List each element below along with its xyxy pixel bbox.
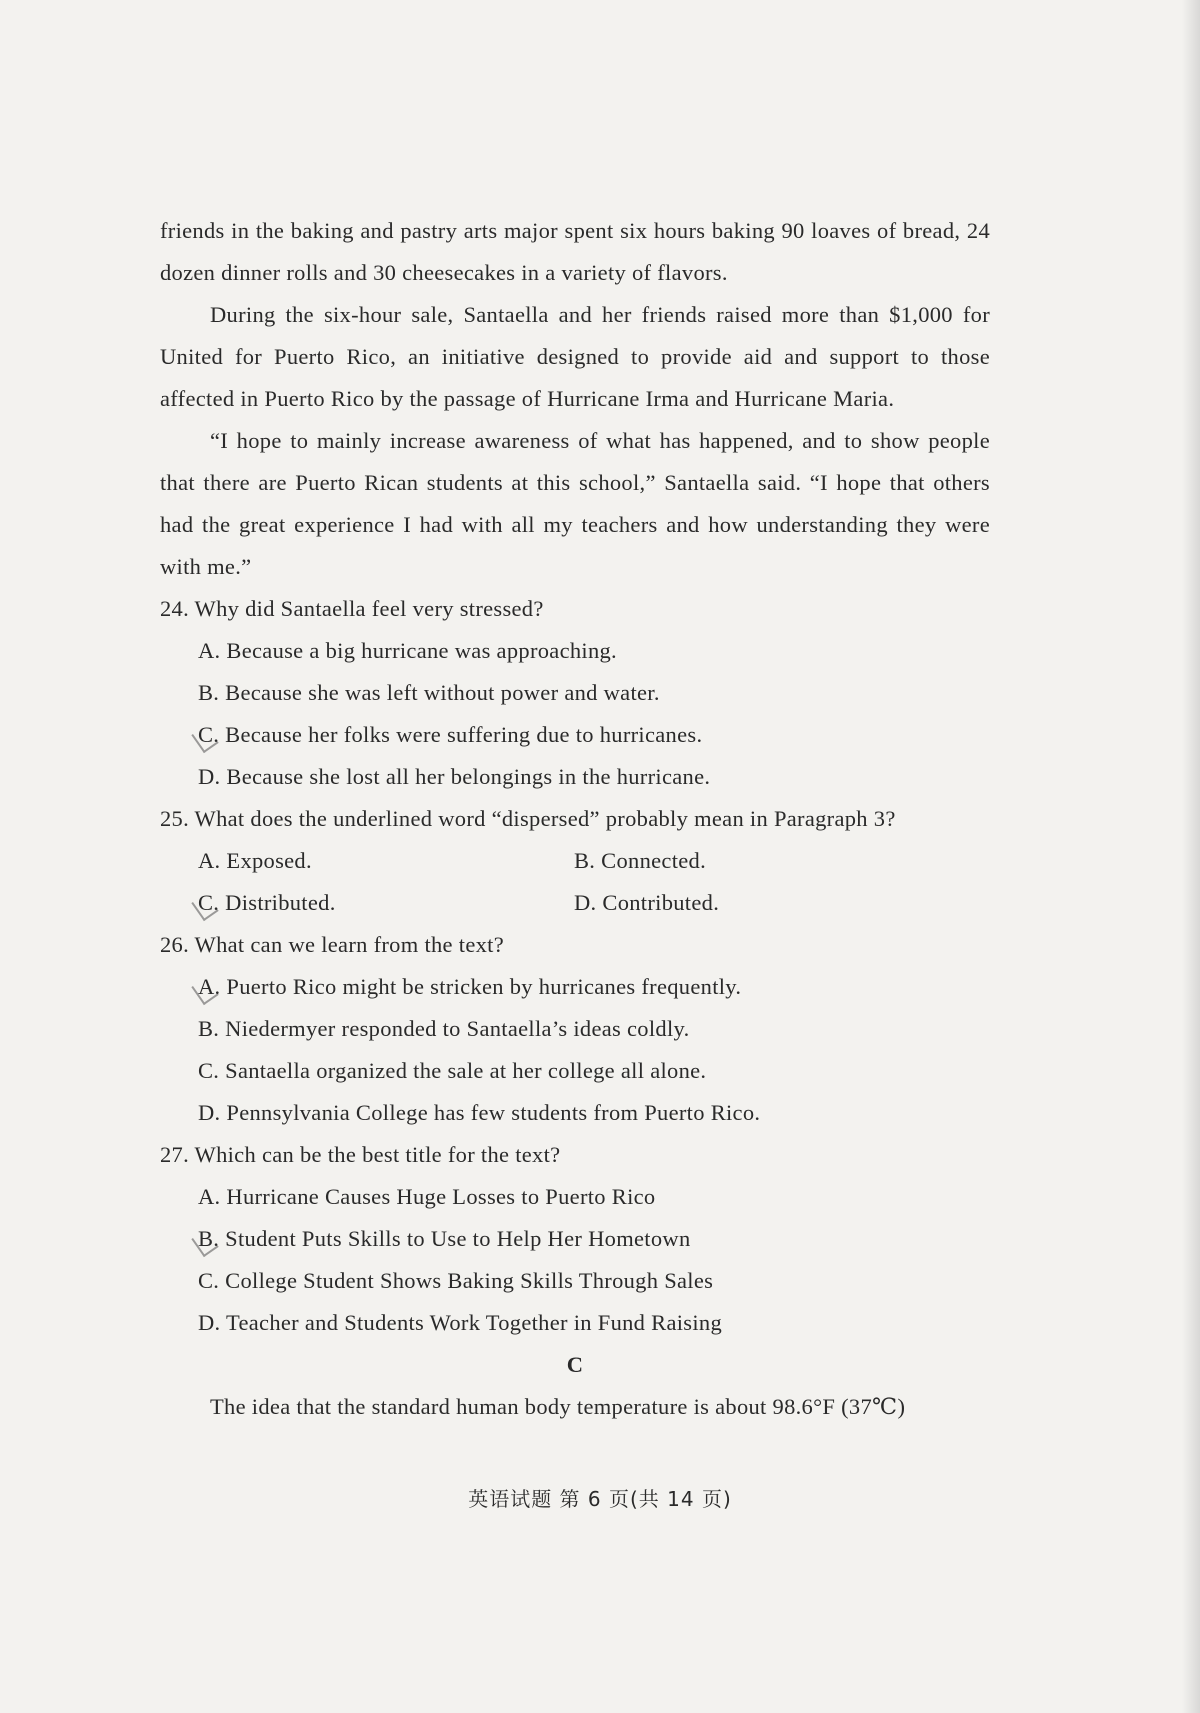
question-26-option-c: C. Santaella organized the sale at her college all alone. <box>198 1058 707 1083</box>
question-25-option-a: A. Exposed. <box>198 848 312 873</box>
page-content <box>160 210 990 1428</box>
passage-paragraph-1: friends in the baking and pastry arts major spent six hours baking 90 loaves of bread, 24 dozen dinner rolls and 30 cheesecakes in a variety of flavors. <box>160 218 990 285</box>
passage-paragraph-2: During the six-hour sale, Santaella and her friends raised more than $1,000 for United for Puerto Rico, an initiative designed to provide aid and support to those affected in Puerto Rico by the passage of Hurricane Irma and Hurricane Maria. <box>160 302 990 411</box>
question-27-option-a: A. Hurricane Causes Huge Losses to Puerto Rico <box>198 1184 656 1209</box>
page-edge-shadow <box>1182 0 1200 1713</box>
question-24-option-d: D. Because she lost all her belongings in the hurricane. <box>198 764 711 789</box>
question-27-option-b: B. Student Puts Skills to Use to Help Her Hometown <box>198 1226 691 1251</box>
passage-paragraph-3: “I hope to mainly increase awareness of what has happened, and to show people that there are Puerto Rican students at this school,” Santaella said. “I hope that others had the great experience I had with all my teachers and how understanding they were with me.” <box>160 428 990 579</box>
question-27-option-d: D. Teacher and Students Work Together in Fund Raising <box>198 1310 722 1335</box>
question-26-option-a-wrap <box>160 966 990 1008</box>
question-25-stem: 25. What does the underlined word “dispersed” probably mean in Paragraph 3? <box>160 806 896 831</box>
question-26-option-d: D. Pennsylvania College has few students from Puerto Rico. <box>198 1100 761 1125</box>
question-24-option-b: B. Because she was left without power and water. <box>198 680 660 705</box>
question-27-stem: 27. Which can be the best title for the text? <box>160 1142 561 1167</box>
section-c-first-line: The idea that the standard human body temperature is about 98.6°F (37℃) <box>210 1394 906 1419</box>
question-24-option-a: A. Because a big hurricane was approaching. <box>198 638 617 663</box>
question-25-option-b: B. Connected. <box>574 848 707 873</box>
question-24-option-c-wrap <box>160 714 990 756</box>
question-25-option-c-cell <box>198 882 574 924</box>
question-25-options-row-2 <box>160 882 990 924</box>
question-24-stem: 24. Why did Santaella feel very stressed? <box>160 596 544 621</box>
question-24-option-c: C. Because her folks were suffering due to hurricanes. <box>198 722 703 747</box>
question-26-option-a: A. Puerto Rico might be stricken by hurricanes frequently. <box>198 974 742 999</box>
section-c-heading: C <box>566 1352 584 1377</box>
question-25-options-row-1 <box>160 840 990 882</box>
question-27-option-b-wrap <box>160 1218 990 1260</box>
question-26-stem: 26. What can we learn from the text? <box>160 932 504 957</box>
question-25-option-d: D. Contributed. <box>574 890 720 915</box>
question-25-option-c: C. Distributed. <box>198 890 336 915</box>
page-footer: 英语试题 第 6 页(共 14 页) <box>468 1487 732 1511</box>
question-26-option-b: B. Niedermyer responded to Santaella’s ideas coldly. <box>198 1016 690 1041</box>
question-27-option-c: C. College Student Shows Baking Skills Through Sales <box>198 1268 714 1293</box>
